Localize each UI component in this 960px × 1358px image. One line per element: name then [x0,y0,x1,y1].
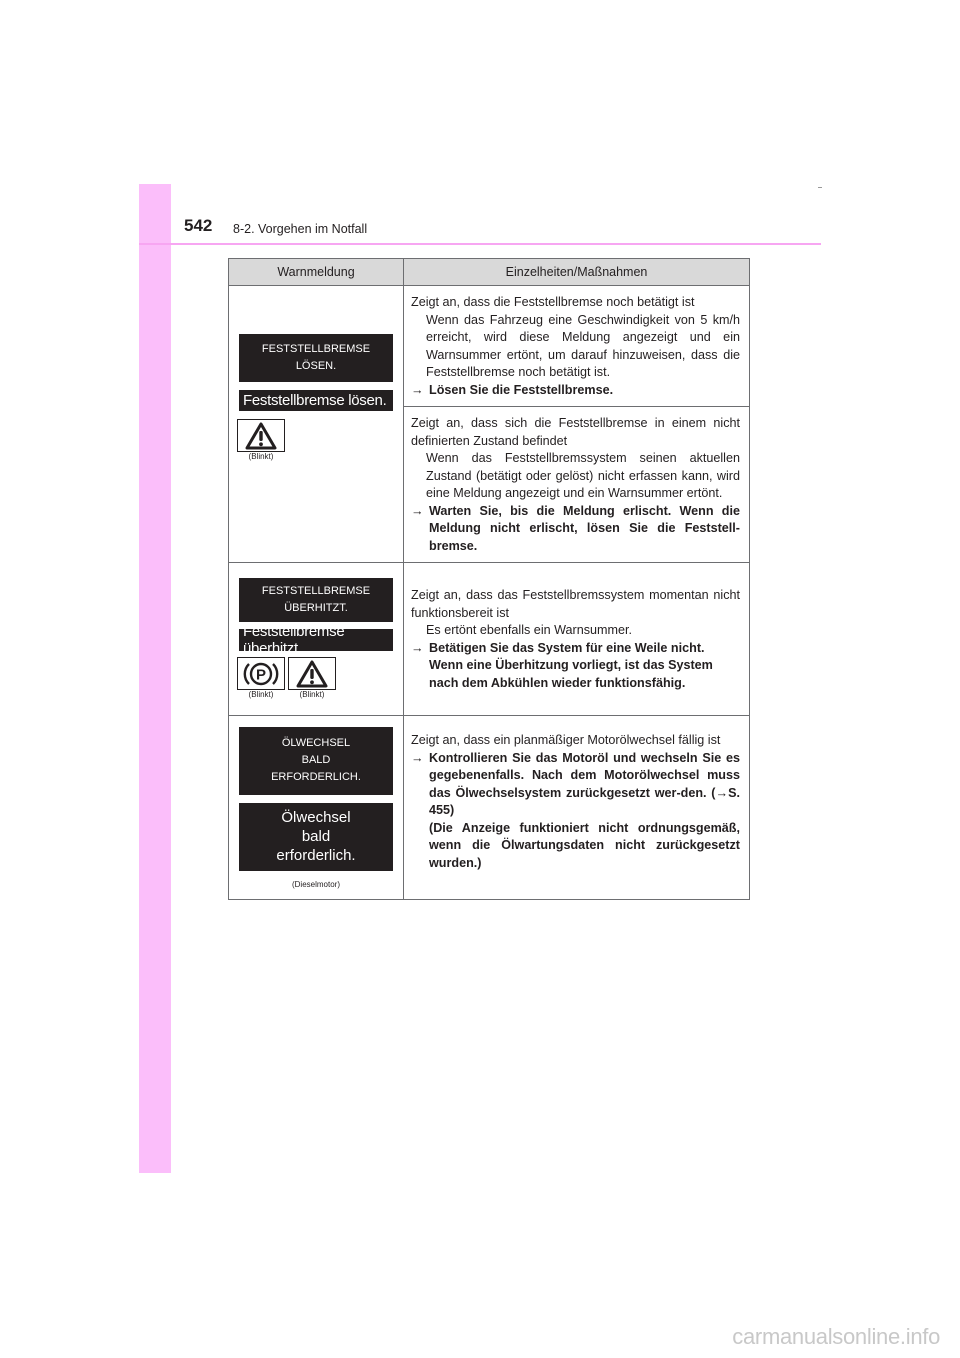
detail-title: Zeigt an, dass das Feststellbremssystem momentan nicht funktionsbereit ist [411,588,740,620]
warning-cell [229,716,404,900]
detail-note: (Die Anzeige funktioniert nicht ordnungsgemäß, wenn die Ölwartungsdaten nicht zurückgesetzt wurden.) [429,820,740,870]
arrow-icon: → [411,750,424,765]
side-color-strip [139,184,171,1173]
blink-caption: (Blinkt) [299,690,325,699]
detail-text: Wenn das Fahrzeug eine Geschwindigkeit von 5 km/h erreicht, wird diese Meldung angezeigt und ein Warnsummer ertönt, um darauf hinzuweisen, dass die Feststellbremse noch betätigt ist. [426,312,740,379]
detail-cell [404,716,750,900]
detail-cell [404,407,750,563]
detail-action: Warten Sie, bis die Meldung erlischt. Wenn die Meldung nicht erlischt, lösen Sie die Feststell-bremse. [429,503,740,553]
blink-caption: (Blinkt) [248,690,274,699]
blink-caption: (Blinkt) [248,452,274,461]
arrow-icon: → [411,503,424,518]
lcd-message-display: FESTSTELLBREMSE LÖSEN. [239,334,393,382]
multi-info-banner: Ölwechsel bald erforderlich. [239,803,393,871]
arrow-icon: → [411,640,424,655]
watermark: carmanualsonline.info [732,1324,940,1349]
header-rule [139,243,821,245]
multi-info-banner: Feststellbremse lösen. [239,390,393,411]
svg-text:P: P [255,666,267,683]
col-header-warnmeldung: Warnmeldung [229,259,404,286]
table-row [229,563,750,716]
detail-title: Zeigt an, dass die Feststellbremse noch betätigt ist [411,295,695,309]
multi-info-banner: Feststellbremse überhitzt. [239,629,393,651]
detail-text: Wenn das Feststellbremssystem seinen aktuellen Zustand (betätigt oder gelöst) nicht erfassen kann, wird eine Meldung angezeigt und ein Warnsummer ertönt. [426,451,740,500]
detail-cell [404,563,750,716]
detail-text: Es ertönt ebenfalls ein Warnsummer. [426,623,633,637]
table-row [229,716,750,900]
col-header-details: Einzelheiten/Maßnahmen [404,259,750,286]
detail-action: Betätigen Sie das System für eine Weile nicht. Wenn eine Überhitzung vorliegt, ist das System nach dem Abkühlen wieder funktionsfähig. [429,640,713,690]
warning-cell [229,286,404,563]
warning-message-table [228,258,750,900]
top-dash-mark [818,187,822,188]
warning-triangle-icon [288,657,336,690]
section-title: 8-2. Vorgehen im Notfall [233,222,368,236]
detail-title: Zeigt an, dass sich die Feststellbremse in einem nicht definierten Zustand befindet [411,416,740,448]
arrow-icon: → [411,382,424,397]
engine-caption: (Dieselmotor) [291,879,340,889]
lcd-message-display: ÖLWECHSEL BALD ERFORDERLICH. [239,727,393,795]
table-row [229,286,750,407]
detail-action: Kontrollieren Sie das Motoröl und wechseln Sie es gegebenenfalls. Nach dem Motorölwechsel muss das Ölwechselsystem zurückgesetzt wer-den. (→S. 455) [429,750,740,817]
parking-brake-icon [237,657,285,690]
table-header-row [229,259,750,286]
warning-triangle-icon [237,419,285,452]
detail-title: Zeigt an, dass ein planmäßiger Motorölwechsel fällig ist [411,733,721,747]
page-number: 542 [184,216,213,235]
detail-action: Lösen Sie die Feststellbremse. [429,382,614,397]
lcd-message-display: FESTSTELLBREMSE ÜBERHITZT. [239,578,393,622]
warning-cell [229,563,404,716]
detail-cell [404,286,750,407]
